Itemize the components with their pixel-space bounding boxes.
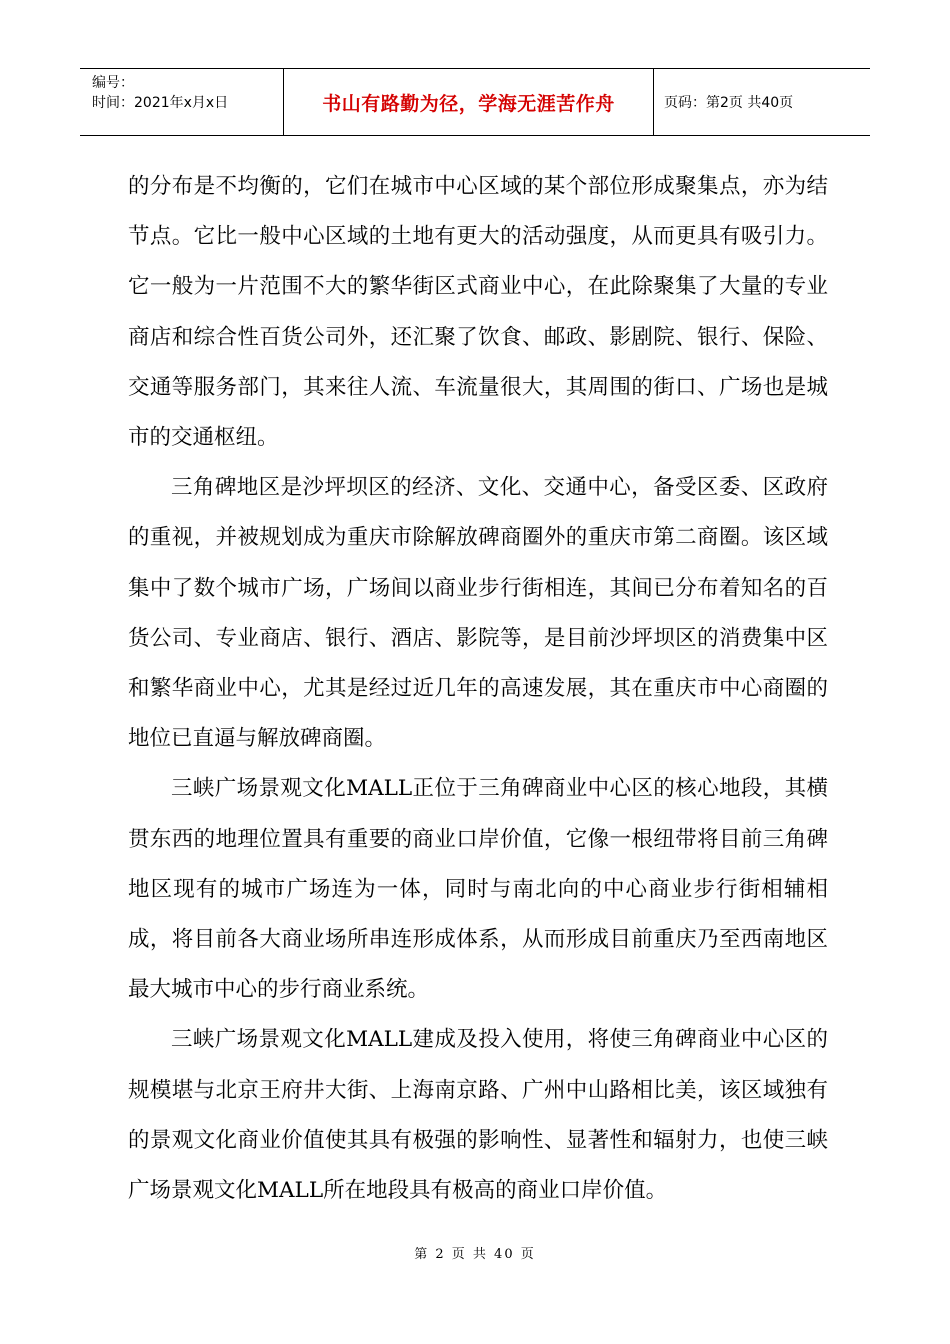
paragraph-4: 三峡广场景观文化MALL建成及投入使用，将使三角碑商业中心区的规模堪与北京王府井大街、上海南京路、广州中山路相比美，该区域独有的景观文化商业价值使其具有极强的影响性、显著性和辐射力，也使三峡广场景观文化MALL所在地段具有极高的商业口岸价值。: [128, 1027, 828, 1204]
header-page-label: 页码：第2页 共40页: [664, 95, 794, 111]
page-footer: 第 2 页 共 40 页: [414, 1247, 536, 1262]
paragraph-1: 的分布是不均衡的，它们在城市中心区域的某个部位形成聚集点，亦为结节点。它比一般中心区域的土地有更大的活动强度，从而更具有吸引力。它一般为一片范围不大的繁华街区式商业中心，在此除聚集了大量的专业商店和综合性百货公司外，还汇聚了饮食、邮政、影剧院、银行、保险、交通等服务部门，其来往人流、车流量很大，其周围的街口、广场也是城市的交通枢纽。: [128, 174, 828, 451]
header-motto: 书山有路勤为径，学海无涯苦作舟: [284, 69, 654, 135]
paragraph-2: 三角碑地区是沙坪坝区的经济、文化、交通中心，备受区委、区政府的重视，并被规划成为重庆市除解放碑商圈外的重庆市第二商圈。该区域集中了数个城市广场，广场间以商业步行街相连，其间已分布着知名的百货公司、专业商店、银行、酒店、影院等，是目前沙坪坝区的消费集中区和繁华商业中心，尤其是经过近几年的高速发展，其在重庆市中心商圈的地位已直逼与解放碑商圈。: [128, 475, 828, 752]
number-label: 编号：: [92, 75, 134, 91]
time-label: 时间：2021年x月x日: [92, 95, 229, 111]
header-meta: [80, 69, 284, 135]
document-body: [128, 162, 828, 1216]
paragraph-3: 三峡广场景观文化MALL正位于三角碑商业中心区的核心地段，其横贯东西的地理位置具有重要的商业口岸价值，它像一根纽带将目前三角碑地区现有的城市广场连为一体，同时与南北向的中心商业步行街相辅相成，将目前各大商业场所串连形成体系，从而形成目前重庆乃至西南地区最大城市中心的步行商业系统。: [128, 776, 828, 1003]
page-header: [80, 68, 870, 136]
